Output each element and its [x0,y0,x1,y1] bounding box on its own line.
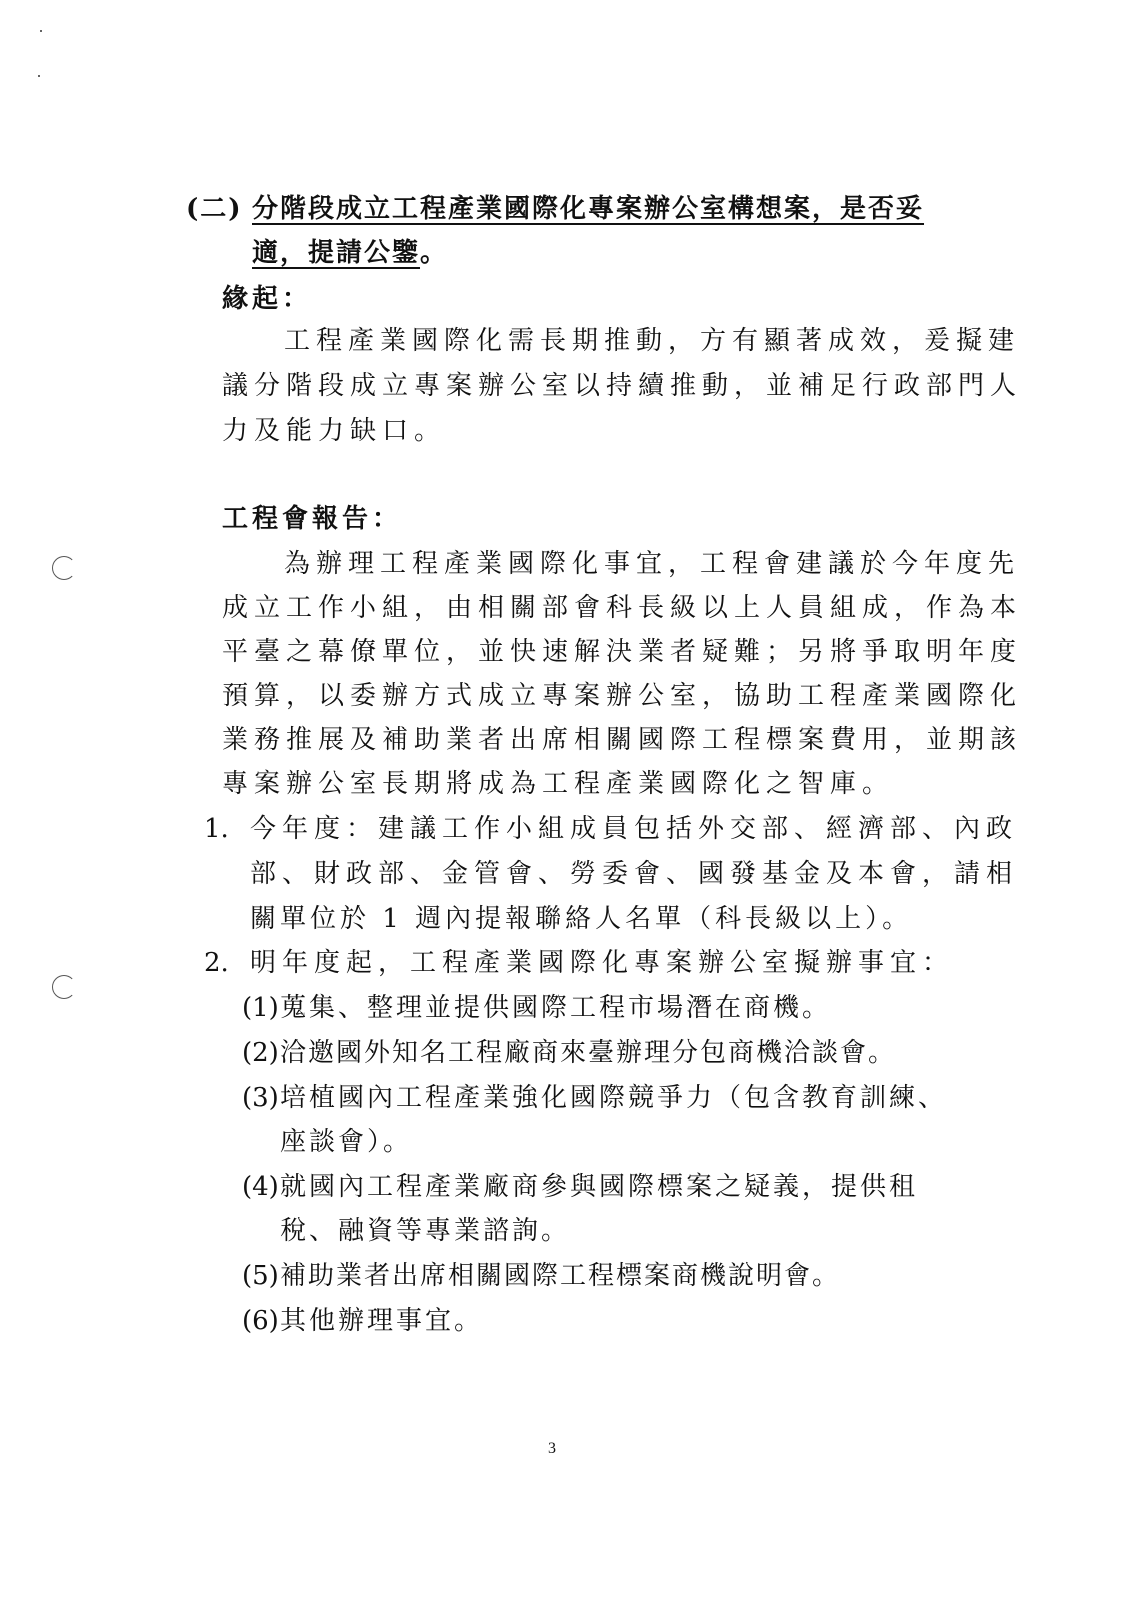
sub-item-line: 洽邀國外知名工程廠商來臺辦理分包商機洽談會。 [280,1038,897,1068]
section-title-line-2: 適，提請公鑒。 [252,238,449,268]
report-paragraph-line: 為辦理工程產業國際化事宜，工程會建議於今年度先 [284,549,1021,579]
origin-paragraph-line: 議分階段成立專案辦公室以持續推動，並補足行政部門人 [222,371,1023,401]
report-paragraph-line: 成立工作小組，由相關部會科長級以上人員組成，作為本 [222,593,1023,623]
report-heading: 工程會報告： [222,504,403,534]
sub-item-line: 培植國內工程產業強化國際競爭力（包含教育訓練、 [280,1083,948,1113]
origin-paragraph-line: 工程產業國際化需長期推動，方有顯著成效，爰擬建 [284,326,1021,356]
punch-hole-mark [52,556,76,580]
origin-paragraph-line: 力及能力缺口。 [222,416,447,446]
list-item-number: 1. [204,814,229,844]
list-item-line: 明年度起，工程產業國際化專案辦公室擬辦事宜： [250,948,955,978]
report-paragraph-line: 專案辦公室長期將成為工程產業國際化之智庫。 [222,769,895,799]
report-paragraph-line: 平臺之幕僚單位，並快速解決業者疑難；另將爭取明年度 [222,637,1023,667]
punch-hole-mark [52,975,76,999]
report-paragraph-line: 業務推展及補助業者出席相關國際工程標案費用，並期該 [222,725,1023,755]
list-item-line: 部、財政部、金管會、勞委會、國發基金及本會，請相 [250,859,1019,889]
report-paragraph-line: 預算，以委辦方式成立專案辦公室，協助工程產業國際化 [222,681,1023,711]
sub-item-number: (1) [242,993,279,1023]
list-item-line: 關單位於 1 週內提報聯絡人名單（科長級以上）。 [250,904,913,934]
sub-item-number: (5) [242,1261,279,1291]
sub-item-line: 座談會）。 [280,1127,413,1157]
sub-item-number: (4) [242,1172,279,1202]
scan-speck [40,30,42,32]
page-number: 3 [548,1440,556,1457]
sub-item-line: 其他辦理事宜。 [280,1306,484,1336]
sub-item-number: (3) [242,1083,279,1113]
list-item-number: 2. [204,948,229,978]
sub-item-number: (2) [242,1038,279,1068]
sub-item-number: (6) [242,1306,279,1336]
sub-item-line: 就國內工程產業廠商參與國際標案之疑義，提供租 [280,1172,919,1202]
section-number: (二) [186,194,243,224]
sub-item-line: 補助業者出席相關國際工程標案商機說明會。 [280,1261,841,1291]
scan-speck [38,75,40,77]
list-item-line: 今年度：建議工作小組成員包括外交部、經濟部、內政 [250,814,1019,844]
section-title-line-1: 分階段成立工程產業國際化專案辦公室構想案，是否妥 [252,194,925,224]
sub-item-line: 蒐集、整理並提供國際工程市場潛在商機。 [280,993,832,1023]
sub-item-line: 稅、融資等專業諮詢。 [280,1216,571,1246]
origin-heading: 緣起： [222,284,313,314]
